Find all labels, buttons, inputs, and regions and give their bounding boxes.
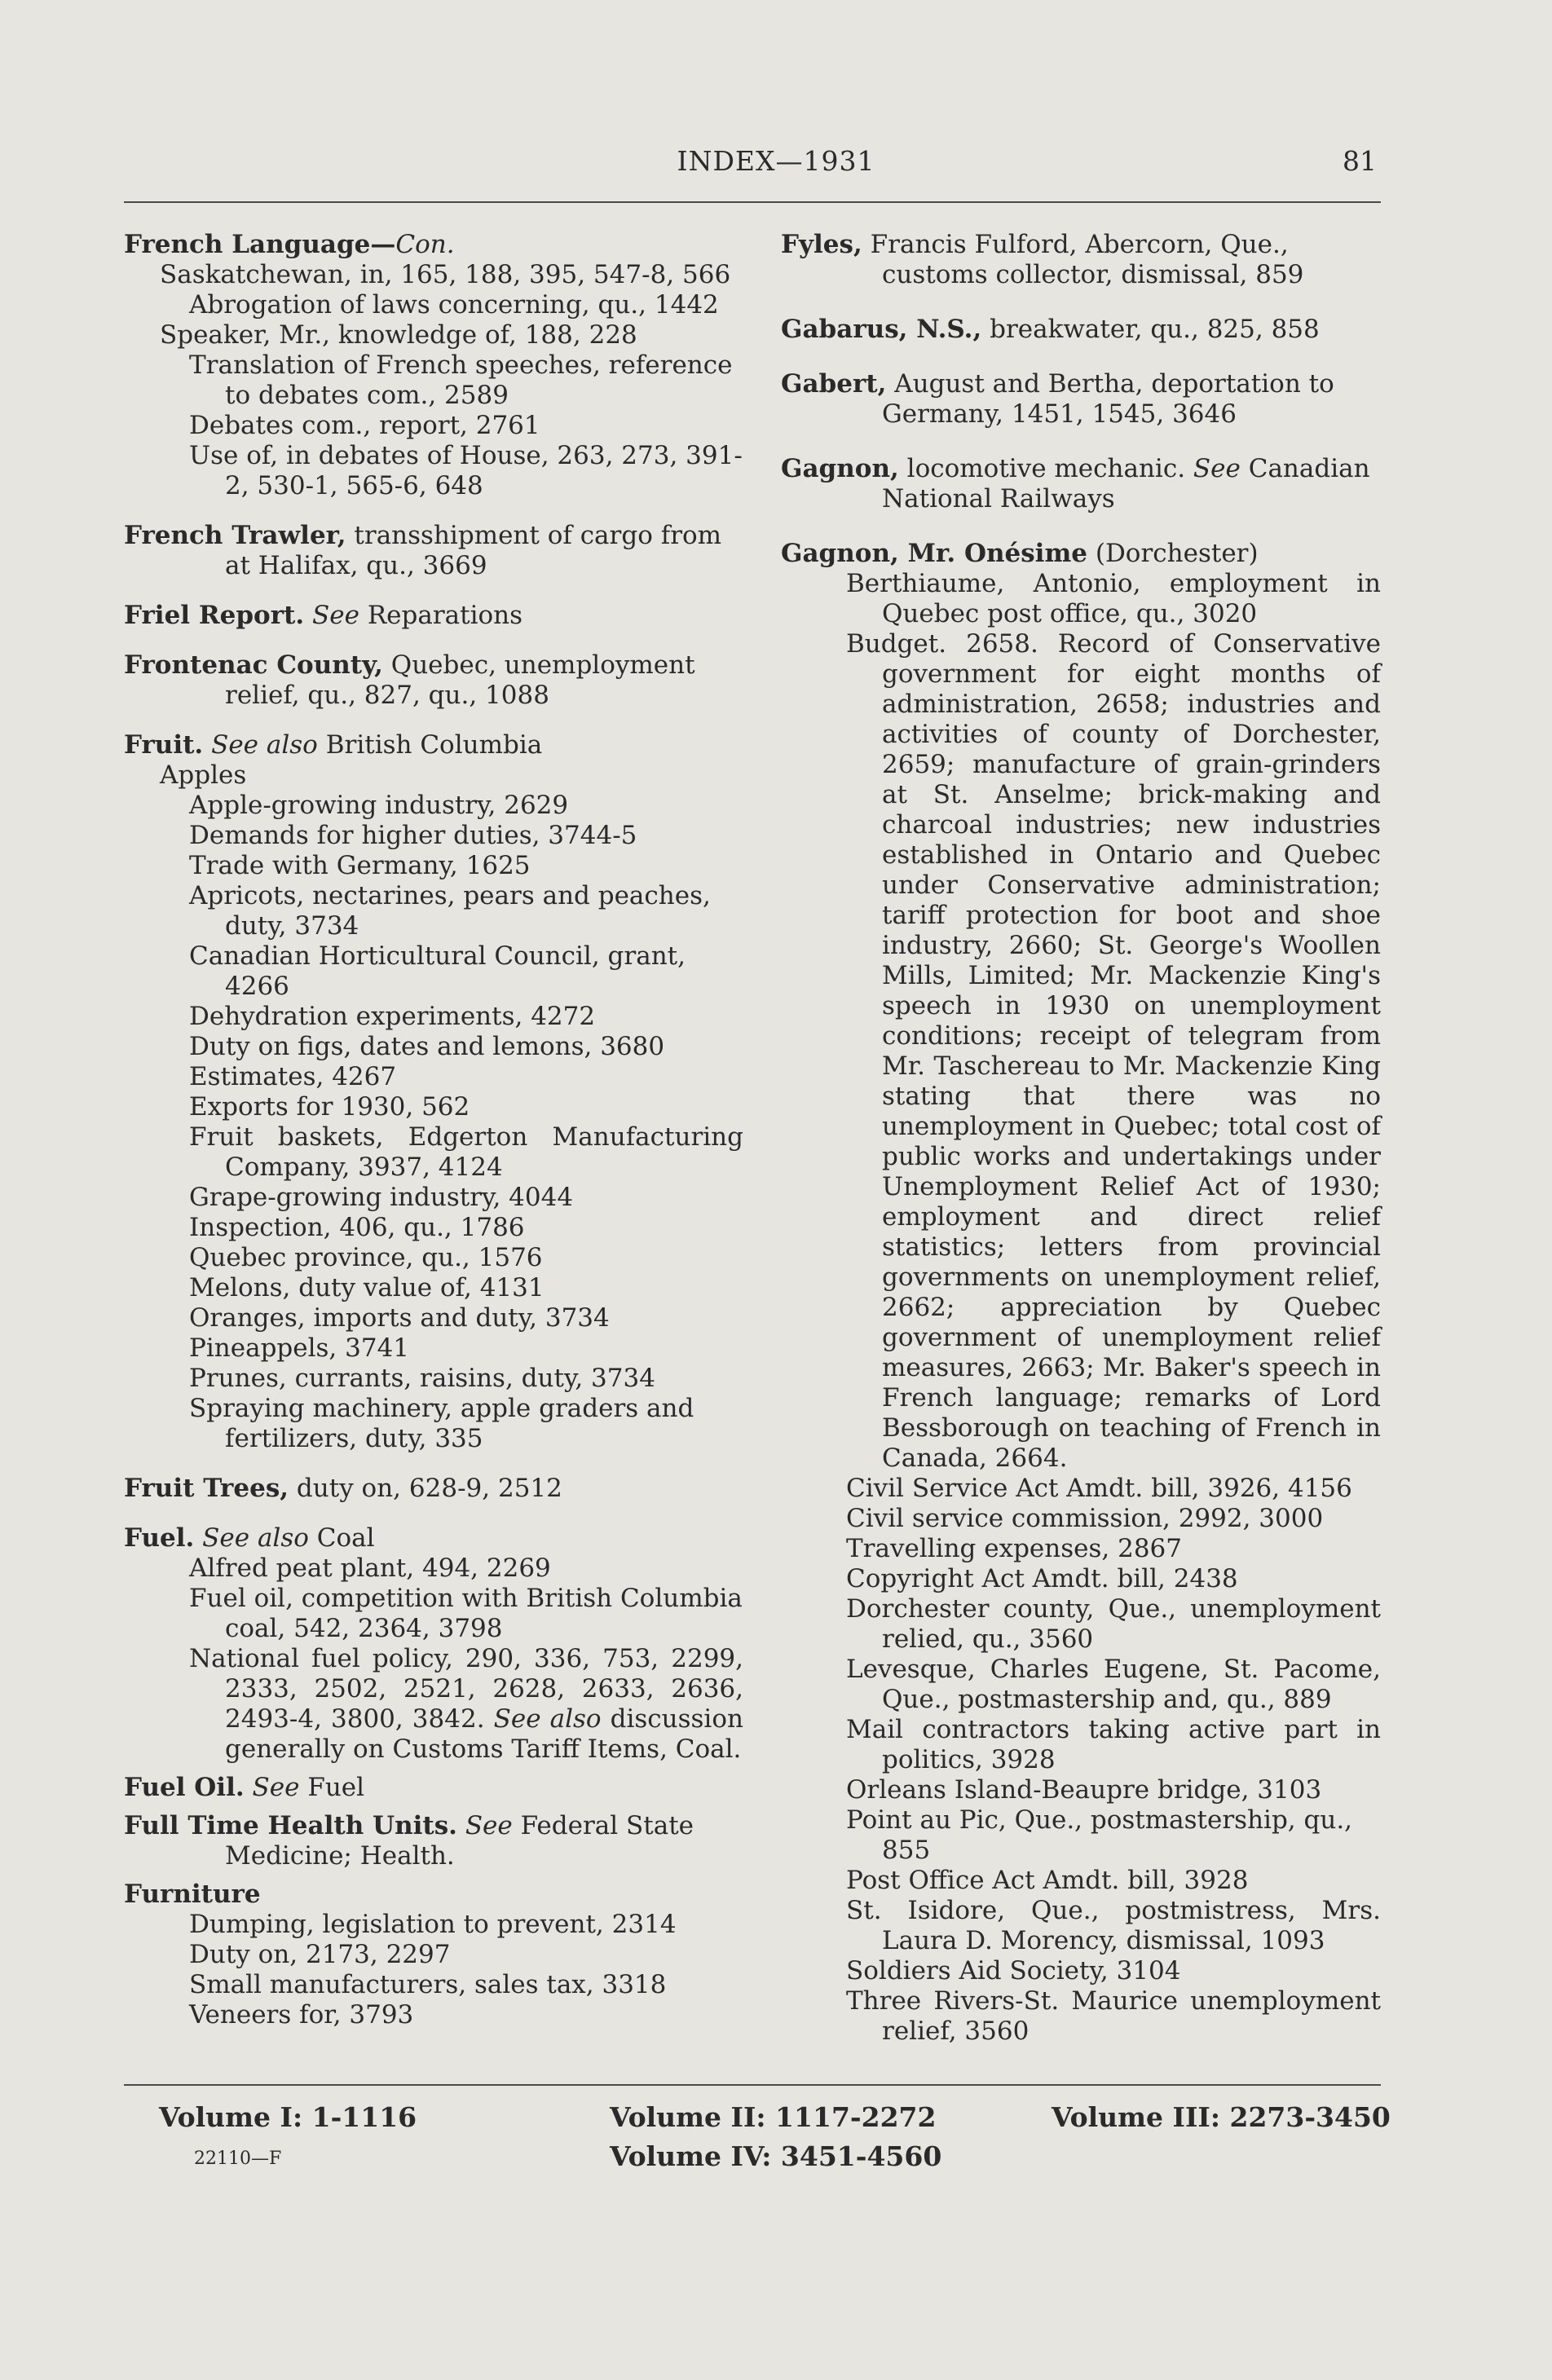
list-item: Duty on figs, dates and lemons, 3680 [189, 1032, 665, 1061]
entry-fruit: Fruit. See also British Columbia Apples Apple-growing industry, 2629 Demands for higher duties, 3744-5 Trade with Germany, 1625 Apricots, nectarines, pears and peaches, duty, 3734 Canadian Horticultural Council, grant, 4266 Dehydration experiments, 4272 Duty on figs, dates and lemons, 3680 Estimates, 4267 Exports for 1930, 562 Fruit baskets, Edgerton Manufacturing Company, 3937, 4124 Grape-growing industry, 4044 Inspection, 406, qu., 1786 Quebec province, qu., 1576 Melons, duty value of, 4131 Oranges, imports and duty, 3734 Pineappels, 3741 Prunes, currants, raisins, duty, 3734 Spraying machinery, apple graders and fertilizers, duty, 335 [124, 730, 743, 1453]
left-column [124, 230, 743, 2030]
list-item: Civil service commission, 2992, 3000 [846, 1504, 1324, 1533]
entry-gabarus: Gabarus, N.S., breakwater, qu., 825, 858 [781, 315, 1320, 344]
footer-volume-3: Volume III: 2273-3450 [1052, 2101, 1391, 2133]
entry-fuel: Fuel. See also Coal Alfred peat plant, 494, 2269 Fuel oil, competition with British Columbia coal, 542, 2364, 3798 National fuel policy, 290, 336, 753, 2299, 2333, 2502, 2521, 2628, 2633, 2636, 2493-4, 3800, 3842. See also discussion generally on Customs Tariff Items, Coal. [124, 1523, 743, 1764]
footer-volume-2: Volume II: 1117-2272 [610, 2101, 937, 2133]
list-item: Oranges, imports and duty, 3734 [189, 1303, 610, 1333]
footer-code: 22110—F [194, 2149, 282, 2169]
entry-gagnon: Gagnon, locomotive mechanic. See Canadian National Railways [781, 454, 1370, 513]
list-item: Saskatchewan, in, 165, 188, 395, 547-8, 566 [160, 260, 731, 289]
list-item: Soldiers Aid Society, 3104 [846, 1956, 1181, 1986]
entry-fruit-trees: Fruit Trees, duty on, 628-9, 2512 [124, 1474, 562, 1503]
list-item: Levesque, Charles Eugene, St. Pacome, Que., postmastership and, qu., 889 [846, 1655, 1381, 1714]
list-item: Apple-growing industry, 2629 [189, 791, 569, 820]
list-item: Debates com., report, 2761 [189, 411, 540, 440]
list-item: Melons, duty value of, 4131 [189, 1273, 545, 1302]
entry-gabert: Gabert, August and Bertha, deportation to Germany, 1451, 1545, 3646 [781, 369, 1334, 429]
list-item: Apples [160, 760, 247, 790]
list-item: Civil Service Act Amdt. bill, 3926, 4156 [846, 1474, 1352, 1503]
list-item: Demands for higher duties, 3744-5 [189, 821, 637, 850]
list-item: Fruit baskets, Edgerton Manufacturing Company, 3937, 4124 [189, 1122, 743, 1182]
list-item: Pineappels, 3741 [189, 1333, 410, 1363]
list-item: Translation of French speeches, reference to debates com., 2589 [189, 350, 733, 410]
entry-furniture: Furniture Dumping, legislation to prevent, 2314 Duty on, 2173, 2297 Small manufacturers, sales tax, 3318 Veneers for, 3793 [124, 1880, 743, 2030]
entry-fyles: Fyles, Francis Fulford, Abercorn, Que., customs collector, dismissal, 859 [781, 230, 1304, 289]
list-item: Use of, in debates of House, 263, 273, 391-2, 530-1, 565-6, 648 [189, 441, 743, 500]
list-item: Veneers for, 3793 [189, 2000, 414, 2030]
header-rule [124, 201, 1381, 203]
list-item: Dumping, legislation to prevent, 2314 [189, 1910, 677, 1939]
right-column [781, 230, 1381, 2047]
list-item: Fuel oil, competition with British Columbia coal, 542, 2364, 3798 [189, 1584, 743, 1643]
list-item: Trade with Germany, 1625 [189, 851, 531, 880]
list-item: Alfred peat plant, 494, 2269 [189, 1554, 551, 1583]
list-item: Duty on, 2173, 2297 [189, 1940, 451, 1969]
list-item: Berthiaume, Antonio, employment in Quebec post office, qu., 3020 [846, 569, 1381, 628]
entry-fuel-oil: Fuel Oil. See Fuel [124, 1773, 365, 1802]
entry-frontenac: Frontenac County, Quebec, unemployment relief, qu., 827, qu., 1088 [124, 650, 695, 710]
list-item: Orleans Island-Beaupre bridge, 3103 [846, 1775, 1322, 1805]
list-item: Spraying machinery, apple graders and fertilizers, duty, 335 [189, 1394, 694, 1453]
list-item: Budget. 2658. Record of Conservative government for eight months of administration, 2658; industries and activities of county of Dorchester, 2659; manufacture of grain-grinders at St. Anselme; brick-making and charcoal industries; new industries established in Ontario and Quebec under Conservative administration; tariff protection for boot and shoe industry, 2660; St. George's Woollen Mills, Limited; Mr. Mackenzie King's speech in 1930 on unemployment conditions; receipt of telegram from Mr. Taschereau to Mr. Mackenzie King stating that there was no unemployment in Quebec; total cost of public works and undertakings under Unemployment Relief Act of 1930; employment and direct relief statistics; letters from provincial governments on unemployment relief, 2662; appreciation by Quebec government of unemployment relief measures, 2663; Mr. Baker's speech in French language; remarks of Lord Bessborough on teaching of French in Canada, 2664. [846, 629, 1381, 1473]
list-item: Grape-growing industry, 4044 [189, 1183, 574, 1212]
footer-volume-1: Volume I: 1-1116 [159, 2101, 417, 2133]
footer-volume-4: Volume IV: 3451-4560 [610, 2140, 942, 2172]
footer-rule [124, 2084, 1381, 2086]
entry-french-language: French Language—Con. Saskatchewan, in, 165, 188, 395, 547-8, 566 Abrogation of laws concerning, qu., 1442 Speaker, Mr., knowledge of, 188, 228 Translation of French speeches, reference to debates com., 2589 Debates com., report, 2761 Use of, in debates of House, 263, 273, 391-2, 530-1, 565-6, 648 [124, 230, 743, 500]
list-item: St. Isidore, Que., postmistress, Mrs. Laura D. Morency, dismissal, 1093 [846, 1896, 1381, 1955]
list-item: Three Rivers-St. Maurice unemployment relief, 3560 [846, 1986, 1381, 2046]
list-item: Exports for 1930, 562 [189, 1092, 470, 1122]
list-item: Dorchester county, Que., unemployment relied, qu., 3560 [846, 1594, 1381, 1654]
entry-health-units: Full Time Health Units. See Federal State Medicine; Health. [124, 1811, 694, 1871]
list-item: Prunes, currants, raisins, duty, 3734 [189, 1364, 655, 1393]
list-item: Mail contractors taking active part in politics, 3928 [846, 1715, 1381, 1774]
page-title: INDEX—1931 [677, 145, 875, 177]
entry-friel-report: Friel Report. See Reparations [124, 601, 523, 630]
list-item: Travelling expenses, 2867 [846, 1534, 1182, 1563]
list-item: Quebec province, qu., 1576 [189, 1243, 543, 1272]
list-item: Speaker, Mr., knowledge of, 188, 228 [160, 320, 637, 350]
entry-gagnon-mr: Gagnon, Mr. Onésime (Dorchester) Berthiaume, Antonio, employment in Quebec post office, qu., 3020 Budget. 2658. Record of Conservative government for eight months of administration, 2658; industries and activities of county of Dorchester, 2659; manufacture of grain-grinders at St. Anselme; brick-making and charcoal industries; new industries established in Ontario and Quebec under Conservative administration; tariff protection for boot and shoe industry, 2660; St. George's Woollen Mills, Limited; Mr. Mackenzie King's speech in 1930 on unemployment conditions; receipt of telegram from Mr. Taschereau to Mr. Mackenzie King stating that there was no unemployment in Quebec; total cost of public works and undertakings under Unemployment Relief Act of 1930; employment and direct relief statistics; letters from provincial governments on unemployment relief, 2662; appreciation by Quebec government of unemployment relief measures, 2663; Mr. Baker's speech in French language; remarks of Lord Bessborough on teaching of French in Canada, 2664. Civil Service Act Amdt. bill, 3926, 4156 Civil service commission, 2992, 3000 Travelling expenses, 2867 Copyright Act Amdt. bill, 2438 Dorchester county, Que., unemployment relied, qu., 3560 Levesque, Charles Eugene, St. Pacome, Que., postmastership and, qu., 889 Mail contractors taking active part in politics, 3928 Orleans Island-Beaupre bridge, 3103 Point au Pic, Que., postmastership, qu., 855 Post Office Act Amdt. bill, 3928 St. Isidore, Que., postmistress, Mrs. Laura D. Morency, dismissal, 1093 Soldiers Aid Society, 3104 Three Rivers-St. Maurice unemployment relief, 3560 [781, 539, 1381, 2046]
list-item: Apricots, nectarines, pears and peaches, duty, 3734 [189, 881, 711, 941]
list-item: Abrogation of laws concerning, qu., 1442 [189, 290, 719, 320]
list-item: Post Office Act Amdt. bill, 3928 [846, 1866, 1249, 1895]
page-number: 81 [1343, 145, 1377, 177]
list-item: Dehydration experiments, 4272 [189, 1002, 596, 1031]
list-item: Small manufacturers, sales tax, 3318 [189, 1970, 667, 1999]
list-item: National fuel policy, 290, 336, 753, 2299, 2333, 2502, 2521, 2628, 2633, 2636, 2493-4, 3800, 3842. See also discussion generally on Customs Tariff Items, Coal. [189, 1644, 743, 1764]
list-item: Inspection, 406, qu., 1786 [189, 1213, 525, 1242]
list-item: Estimates, 4267 [189, 1062, 397, 1091]
entry-french-trawler: French Trawler, transshipment of cargo from at Halifax, qu., 3669 [124, 521, 722, 580]
list-item: Point au Pic, Que., postmastership, qu., 855 [846, 1805, 1353, 1865]
list-item: Canadian Horticultural Council, grant, 4266 [189, 941, 686, 1001]
list-item: Copyright Act Amdt. bill, 2438 [846, 1564, 1238, 1593]
